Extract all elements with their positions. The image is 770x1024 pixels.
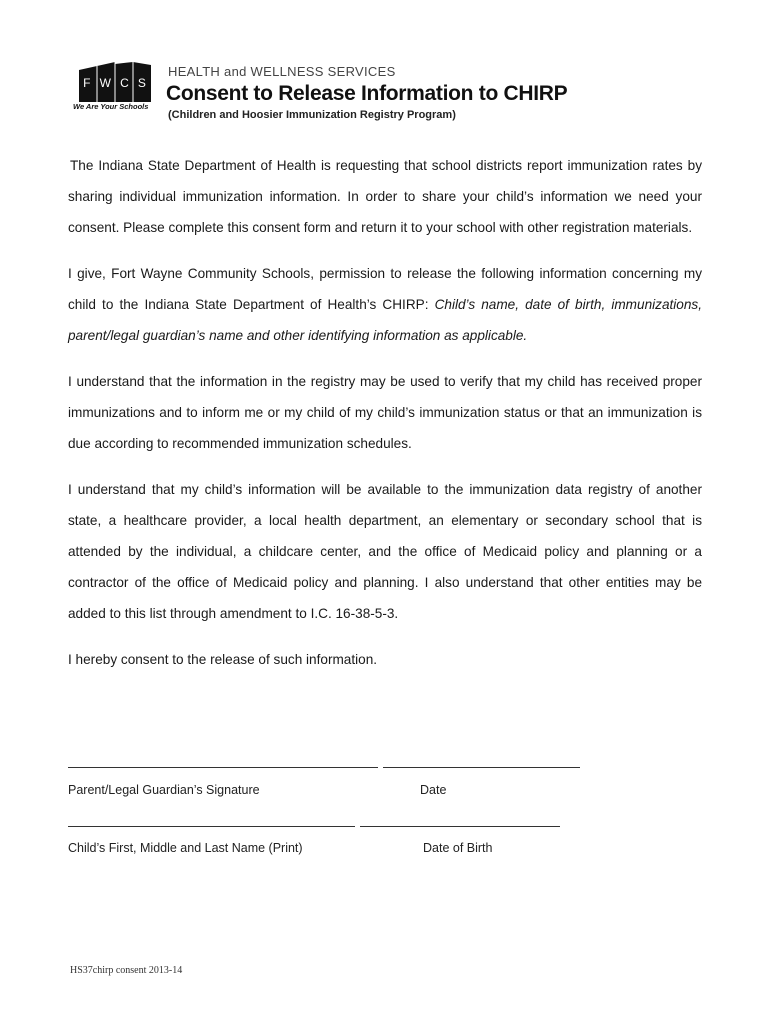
child-name-label: Child’s First, Middle and Last Name (Print) — [68, 841, 303, 855]
paragraph-consent: I hereby consent to the release of such information. — [68, 652, 378, 667]
paragraph-permission — [68, 258, 702, 351]
paragraph-registry-use: I understand that the information in the registry may be used to verify that my child has received proper immunizations and to inform me or my child of my child’s immunization status or that an immunization is due according to recommended immunization schedules. — [68, 374, 702, 451]
document-header — [0, 0, 770, 140]
logo-letter: C — [120, 76, 130, 90]
dob-label: Date of Birth — [423, 841, 493, 855]
form-code: HS37chirp consent 2013-14 — [70, 965, 183, 976]
dob-line[interactable] — [360, 826, 560, 827]
date-line[interactable] — [383, 767, 580, 768]
logo-tagline: We Are Your Schools — [73, 102, 149, 111]
page-subtitle: (Children and Hoosier Immunization Registry Program) — [168, 109, 456, 121]
logo-letter: F — [83, 76, 92, 90]
date-label: Date — [420, 783, 447, 797]
paragraph-intro: The Indiana State Department of Health is requesting that school districts report immunization rates by sharing individual immunization information. In order to share your child’s information we need your consent. Please complete this consent form and return it to your school with other registration materials. — [68, 158, 702, 235]
consent-body — [68, 150, 702, 690]
child-name-line[interactable] — [68, 826, 355, 827]
page-title: Consent to Release Information to CHIRP — [166, 82, 568, 105]
parent-signature-label: Parent/Legal Guardian’s Signature — [68, 783, 260, 797]
fwcs-logo — [73, 62, 157, 114]
paragraph-availability: I understand that my child’s information will be available to the immunization data registry of another state, a healthcare provider, a local health department, an elementary or secondary school that is attended by the individual, a childcare center, and the office of Medicaid policy and planning or a contractor of the office of Medicaid policy and planning. I also understand that other entities may be added to this list through amendment to I.C. 16-38-5-3. — [68, 482, 702, 621]
released-info-list: Child’s name, date of birth, immunizations, parent/legal guardian’s name and other identifying information as applicable. — [68, 297, 702, 343]
logo-letters — [79, 76, 151, 92]
department-name: HEALTH and WELLNESS SERVICES — [168, 64, 396, 79]
permission-text: I give, Fort Wayne Community Schools, permission to release the following information concerning my child to the Indiana State Department of Health’s CHIRP: — [68, 266, 702, 312]
parent-signature-line[interactable] — [68, 767, 378, 768]
logo-letter: W — [99, 76, 112, 90]
logo-letter: S — [137, 76, 147, 90]
